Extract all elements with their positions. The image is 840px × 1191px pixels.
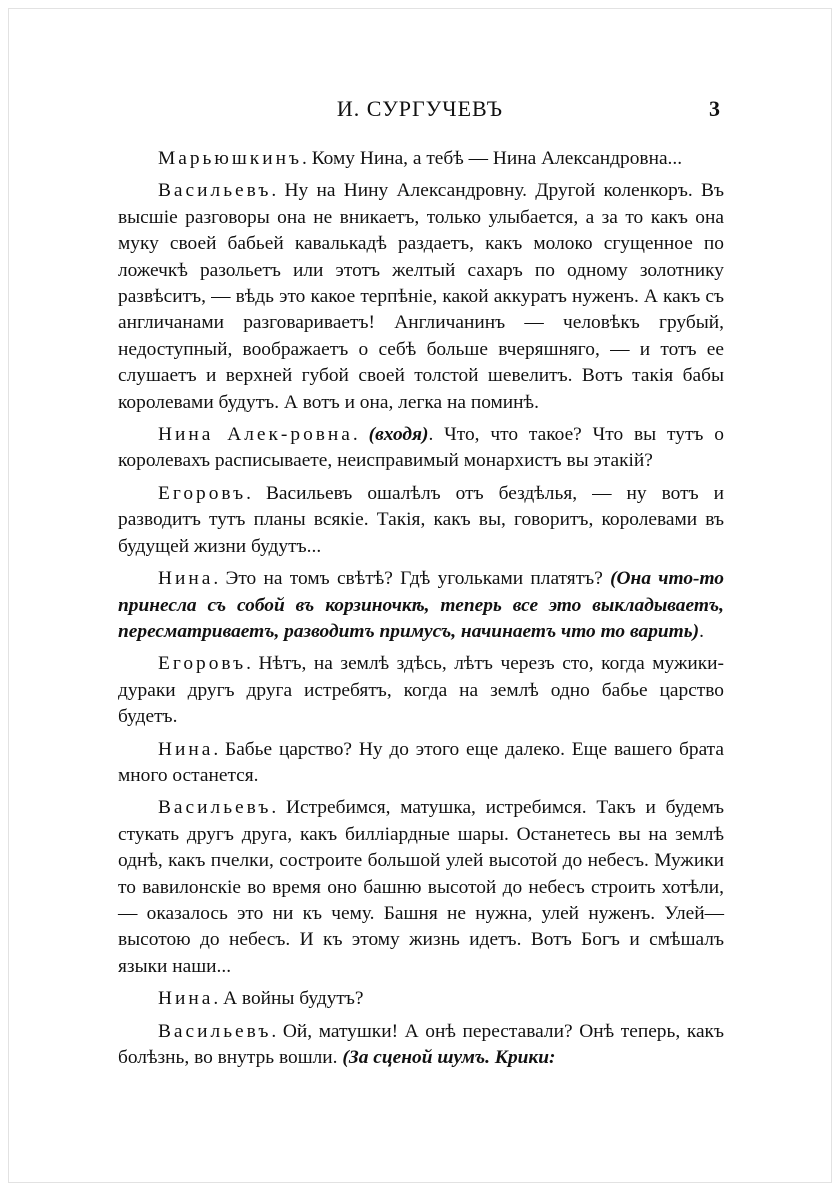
dialogue-paragraph (118, 986, 724, 1012)
dialogue-text: . (699, 620, 704, 642)
dialogue-paragraph (118, 737, 724, 790)
stage-direction: (входя) (368, 424, 429, 446)
speaker-name: Васильевъ (158, 1020, 272, 1042)
dialogue-text: . Ну на Нину Александровну. Другой коленкоръ. Въ высшіе разговоры она не вникаетъ, только улыбается, а за то какъ она муку своей бабьей кавалькадѣ раздаетъ, какъ молоко сгущенное по ложечкѣ разольетъ или этотъ желтый сахаръ по одному золотнику развѣситъ, — вѣдь это какое терпѣніе, какой аккуратъ нуженъ. А какъ съ англичанами разговариваетъ! Англичанинъ — человѣкъ грубый, недоступный, воображаетъ о себѣ больше вчеряшняго, — и тотъ ее слушаетъ и верхней губой своей толстой шевелитъ. Вотъ такія бабы королевами будутъ. А вотъ и она, легка на поминѣ. (118, 180, 724, 413)
dialogue-paragraph (118, 651, 724, 730)
dialogue-paragraph (118, 1019, 724, 1072)
dialogue-text: . Нѣтъ, на землѣ здѣсь, лѣтъ черезъ сто, когда мужики-дураки другъ друга истребятъ, когда на землѣ одно бабье царство будетъ. (118, 653, 724, 728)
dialogue-paragraph (118, 146, 724, 172)
running-title: И. СУРГУЧЕВЪ (336, 96, 504, 121)
page-number: 3 (709, 96, 720, 121)
running-head (120, 96, 720, 126)
dialogue-text: . Кому Нина, а тебѣ — Нина Александровна... (302, 148, 683, 169)
dialogue-paragraph (118, 566, 724, 645)
dialogue-text: . Бабье царство? Ну до этого еще далеко. Еще вашего брата много останется. (118, 738, 724, 786)
stage-direction: (За сценой шумъ. Крики: (342, 1047, 556, 1068)
dialogue-paragraph (118, 178, 724, 416)
speaker-name: Васильевъ (158, 180, 272, 202)
dialogue-text: . А войны будутъ? (213, 988, 364, 1010)
speaker-name: Нина (158, 988, 214, 1010)
dialogue-text: . Ой, матушки! А онѣ переставали? Онѣ теперь, какъ болѣзнь, во внутрь вошли. (118, 1020, 724, 1068)
dialogue-paragraph (118, 422, 724, 475)
dialogue-text: . (352, 424, 369, 446)
speaker-name: Егоровъ (158, 653, 247, 675)
speaker-name: Нина (158, 738, 214, 760)
stage-direction: (Она что-то принесла съ собой въ корзиночкѣ, теперь все это выкладываетъ, пересматриваетъ, разводитъ примусъ, начинаетъ что то варить) (118, 568, 724, 642)
dialogue-text: . Истребимся, матушка, истребимся. Такъ и будемъ стукать другъ друга, какъ билліардные шары. Останетесь вы на землѣ однѣ, какъ пчелки, состроите большой улей высотой до небесъ. Мужики то вавилонскіе во время оно башню высотой до небесъ строить хотѣли, — оказалось это ни къ чему. Башня не нужна, улей нуженъ. Улей—высотою до небесъ. И къ этому жизнь идетъ. Вотъ Богъ и смѣшалъ языки наши... (118, 797, 724, 977)
speaker-name: Васильевъ (158, 797, 272, 819)
speaker-name: Нина Алек-ровна (158, 424, 353, 446)
dialogue-text: . Это на томъ свѣтѣ? Гдѣ угольками платятъ? (213, 568, 611, 590)
speaker-name: Марьюшкинъ (158, 148, 303, 169)
speaker-name: Нина (158, 568, 214, 590)
play-text (118, 146, 724, 1077)
dialogue-paragraph (118, 481, 724, 560)
dialogue-text: . Что, что такое? Что вы тутъ о королевахъ расписываете, неисправимый монархистъ вы этакій? (118, 424, 724, 472)
dialogue-text: . Васильевъ ошалѣлъ отъ бездѣлья, — ну вотъ и разводитъ тутъ планы всякіе. Такія, какъ вы, говоритъ, королевами въ будущей жизни будутъ... (118, 482, 724, 557)
speaker-name: Егоровъ (158, 482, 247, 504)
dialogue-paragraph (118, 795, 724, 980)
